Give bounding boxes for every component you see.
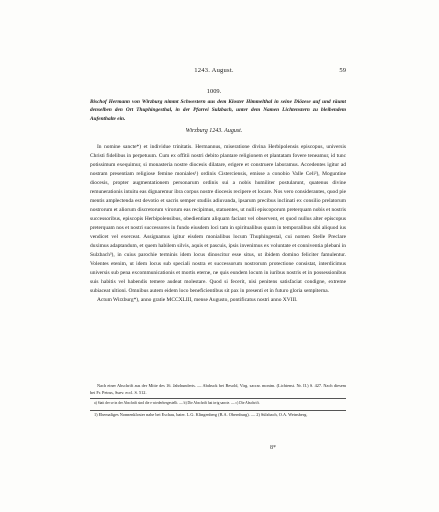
running-head-title: 1243. August. <box>194 67 234 74</box>
actum-line: Actum Wirzburg*), anno gratie MCCXLIII, mense Augusto, pontificatus nostri anno XVIII. <box>97 297 298 303</box>
date-line: Wirzburg 1243. August. <box>185 128 243 134</box>
document-number: 1009. <box>206 88 222 95</box>
text-critical-notes <box>90 398 346 406</box>
source-note <box>90 382 346 396</box>
charter-paragraph: In nomine sancte*) et individue trinitatis. Hermannus, miseratione divina Herbipolensis episcopus, universis Christi fidelibus in perpetuum. Cum ex offitii nostri debito plantare religionem et plantatam fovere teneamur, id tunc potissimum exequimur, si monasteria nostre diocesis dilatare, erigere et construere laboramus. Accedentes igitur ad nostram presentiam religiose femine moniales¹) ordinis Cisterciensis, emisse a conobio Valle Celi²), Moguntine diocesis, propter augmentationem personarum ordinis sui a nobis humiliter postularunt, quatenus divine remunerationis intuitu eas dignaremur ibra corpus nostre diocesis recipere et locare. Nos vero considerantes, quod pie mentis amplectenda est devotio et sacris semper studiis adiuvanda, ipsarum precibus inclinati ex consilio prelatorum nostrorum et aliorum discretorum virorum eas recipimus, statuentes, ut nulli episcoporum preterquam nobis et nostris successoribus, episcopis Herbipolensibus, obedientiam aliquam faciant vel observent, et quod nullus alter episcopus preterquam nos et nostri successores in fundo eiusdem loci tam in spiritualibus quam in temporalibus sibi aliquod ius vendicet vel exerceat. Assignamus igitur eisdem monialibus locum Thuphingestal, cui nomen Stelle Preclare duximus adaptandum, et quem habilem silvis, aquis et pascuis, ipsis invenimus ex voluntate et conniventia plebani in Sulzbach³), in cuius parochie terminis idem locus dinoscitur esse situs, ut ibidem domino feliciter famulentur. Volentes etenim, ut idem locus sub speciali nostra et successorum nostrorum protectione consistat, interdicimus universis sub pena excommunicationis et mortis eterne, ne quis eundem locum in iuribus nostris et in possessionibus suis habitis vel habendis temere audeat molestare. Quod si fecerit, nisi penitens satisfaciat condigne, extreme subiaceat ultioni. Omnibus autem eidem loco beneficientibus sit pax in presenti et in futuro gloria sempiterna. <box>90 144 346 294</box>
charter-text <box>90 143 346 305</box>
footnotes-text: 1) Ehemaliges Nonnenkloster nahe bei Eschau, baier. L.G. Klingenberg (B.A. Obernburg). — 2) Sülzbach, O.A. Weinsberg. <box>94 412 308 417</box>
text-notes-text: a) Statt der se in der Abschrift sind die e wiederhergestellt. — b) Die Abschrift hat irrig sancte. — c) Die Abschrift. <box>94 401 260 405</box>
page-number: 59 <box>339 67 346 74</box>
signature-mark: 8* <box>270 445 276 451</box>
running-head <box>82 66 346 76</box>
regest-summary: Bischof Hermann von Wirzburg nimmt Schwestern aus dem Kloster Himmelthal in seine Diözese auf und räumt denselben den Ort Thuphingesthal, in der Pfarrei Sulzbach, unter dem Namen Lichtenstern zu bleibendem Aufenthalte ein. <box>90 99 346 122</box>
footnotes <box>90 410 346 419</box>
source-note-text: Nach einer Abschrift aus der Mitte des 16. Jahrhunderts. — Abdruck bei Besold, Virg. sacrar. monim. (Lichtenst. Nr. II.) S. 427. Nach diesem bei Fr. Petrus, Suev. eccl. S. 512. <box>90 383 346 395</box>
